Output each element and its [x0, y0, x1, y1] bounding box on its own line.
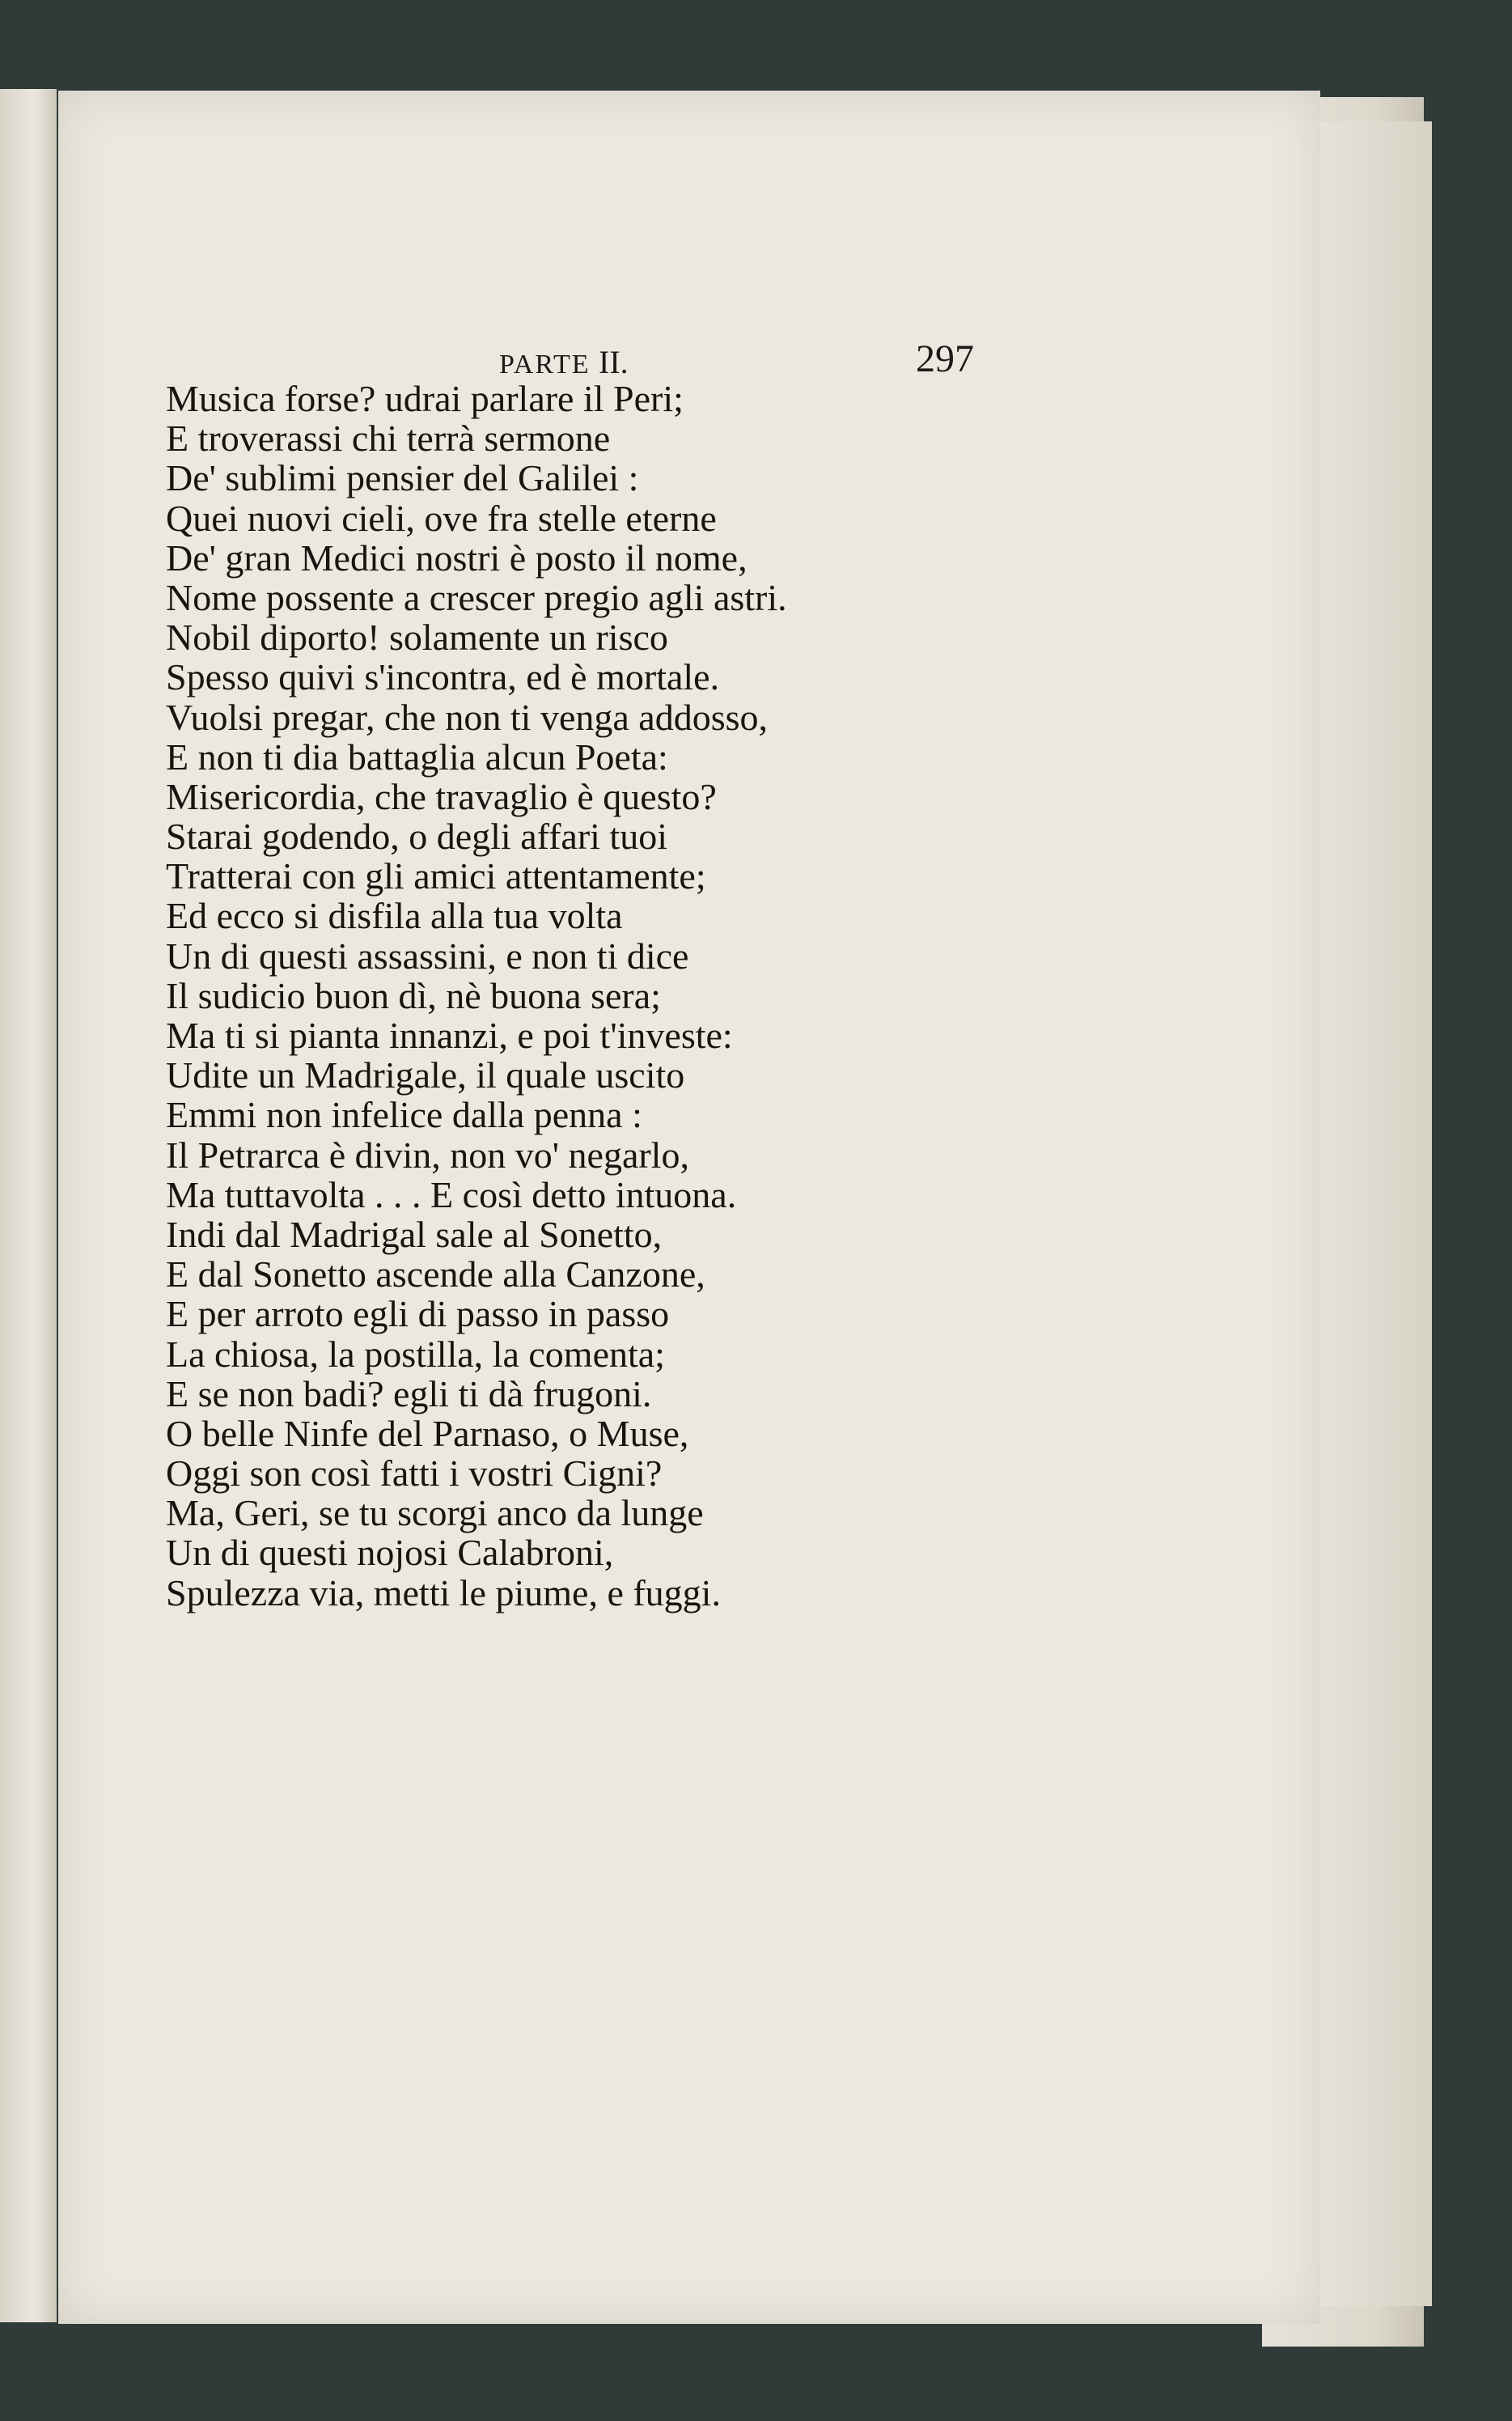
show-through-text — [952, 471, 1292, 1895]
poem-line: Ma ti si pianta innanzi, e poi t'investe: — [166, 1015, 733, 1056]
page-number: 297 — [916, 337, 974, 380]
poem-line: Nome possente a crescer pregio agli astri. — [166, 576, 787, 618]
poem-line: E troverassi chi terrà sermone — [166, 418, 611, 460]
poem-line: Emmi non infelice dalla penna : — [166, 1094, 642, 1136]
poem-line: Musica forse? udrai parlare il Peri; — [166, 378, 684, 419]
poem-line: Spesso quivi s'incontra, ed è mortale. — [166, 656, 720, 698]
facing-page-edge — [0, 89, 57, 2322]
book-page — [58, 91, 1320, 2324]
poem-text — [166, 379, 991, 1613]
running-head — [499, 343, 629, 381]
poem-line: Un di questi assassini, e non ti dice — [166, 935, 689, 977]
poem-line: Tratterai con gli amici attentamente; — [166, 855, 706, 897]
poem-line: E se non badi? egli ti dà frugoni. — [166, 1372, 652, 1414]
poem-line: Udite un Madrigale, il quale uscito — [166, 1054, 685, 1096]
poem-line: O belle Ninfe del Parnaso, o Muse, — [166, 1412, 689, 1454]
poem-line: De' sublimi pensier del Galilei : — [166, 457, 639, 499]
poem-line: Un di questi nojosi Calabroni, — [166, 1532, 614, 1574]
poem-line: De' gran Medici nostri è posto il nome, — [166, 536, 748, 579]
poem-line: Il Petrarca è divin, non vo' negarlo, — [166, 1134, 689, 1176]
poem-line: Ma tuttavolta . . . E così detto intuona. — [166, 1173, 737, 1215]
poem-line: Starai godendo, o degli affari tuoi — [166, 816, 667, 858]
poem-line: La chiosa, la postilla, la comenta; — [166, 1333, 665, 1375]
poem-line: E dal Sonetto ascende alla Canzone, — [166, 1253, 705, 1295]
poem-line: Oggi son così fatti i vostri Cigni? — [166, 1452, 663, 1495]
running-head-word: PARTE — [499, 350, 591, 379]
poem-line: Vuolsi pregar, che non ti venga addosso, — [166, 696, 768, 738]
running-head-numeral: II. — [599, 344, 629, 380]
page-stack-edge-inner — [1311, 121, 1432, 2306]
poem-line: Indi dal Madrigal sale al Sonetto, — [166, 1213, 663, 1255]
poem-line: E per arroto egli di passo in passo — [166, 1293, 670, 1335]
poem-line: Nobil diporto! solamente un risco — [166, 617, 668, 659]
poem-line: Ma, Geri, se tu scorgi anco da lunge — [166, 1492, 704, 1534]
poem-line: Misericordia, che travaglio è questo? — [166, 775, 717, 817]
poem-line: Quei nuovi cieli, ove fra stelle eterne — [166, 497, 717, 539]
poem-line: Spulezza via, metti le piume, e fuggi. — [166, 1571, 721, 1613]
poem-line: Il sudicio buon dì, nè buona sera; — [166, 974, 661, 1016]
poem-line: Ed ecco si disfila alla tua volta — [166, 895, 623, 937]
poem-line: E non ti dia battaglia alcun Poeta: — [166, 736, 668, 778]
